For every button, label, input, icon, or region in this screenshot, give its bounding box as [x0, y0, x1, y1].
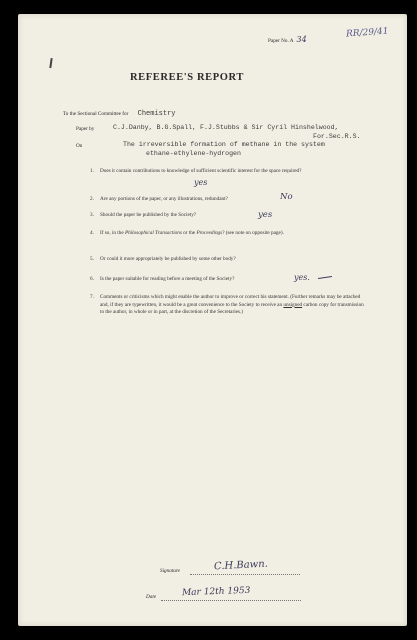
answer-6: yes. — [294, 273, 310, 282]
question-text: Or could it more appropriately be published by some other body? — [100, 256, 236, 262]
question-number: 1. — [90, 168, 94, 174]
date-line — [161, 600, 301, 601]
paper-title-line2: ethane-ethylene-hydrogen — [146, 150, 241, 157]
question-number: 2. — [90, 196, 94, 202]
signature-line — [190, 574, 300, 575]
paper-number-value: 34 — [296, 35, 307, 44]
committee-label: To the Sectional Committee for — [63, 111, 129, 117]
question-text: Are any portions of the paper, or any illustrations, redundant? — [100, 196, 228, 202]
referee-report-sheet — [18, 14, 407, 626]
question-text — [100, 294, 365, 317]
paper-number-label: Paper No. A — [268, 38, 294, 44]
signature-label: Signature — [160, 568, 180, 574]
question-text-part: Comments or criticisms which might enable the author to improve or correct his statement. (Further remarks may be attached and, if they are typewritten, it would be a great convenience to the Society to receive an — [100, 294, 361, 308]
committee-line — [63, 111, 175, 119]
question-text-part: carbon copy for transmission to the author, in whole or in part, at the discretion of the Secretaries.) — [100, 301, 364, 316]
question-4 — [90, 230, 365, 238]
paper-number — [268, 36, 307, 46]
pencil-mark — [49, 58, 52, 68]
answer-1: yes — [194, 178, 208, 187]
question-text-part: or the — [181, 230, 197, 236]
question-7 — [90, 294, 365, 317]
journal-name: Philosophical Transactions — [124, 230, 182, 236]
question-text: Should the paper be published by the Society? — [100, 212, 197, 218]
question-number: 5. — [90, 256, 94, 262]
question-3 — [90, 212, 365, 220]
question-number: 6. — [90, 276, 94, 282]
paper-by-label: Paper by — [76, 126, 95, 132]
question-number: 3. — [90, 212, 94, 218]
paper-title-line1: The irreversible formation of methane in the system — [123, 141, 325, 148]
paper-by-authors-line1: C.J.Danby, B.G.Spall, F.J.Stubbs & Sir Cyril Hinshelwood, — [113, 124, 339, 131]
answer-2: No — [280, 192, 293, 202]
question-5 — [90, 256, 365, 264]
date-label: Date — [146, 594, 157, 600]
question-text-part: ? (see note on opposite page). — [222, 230, 284, 236]
committee-value: Chemistry — [137, 110, 176, 118]
question-text: Is the paper suitable for reading before a meeting of the Society? — [100, 276, 235, 282]
underlined-word: unsigned — [283, 301, 303, 308]
on-label: On — [76, 143, 83, 149]
signature-value: C.H.Bawn. — [213, 558, 269, 573]
paper-by-authors-line2: For.Sec.R.S. — [313, 133, 361, 140]
question-text-part: If so, in the — [100, 230, 125, 236]
page-title: REFEREE'S REPORT — [130, 72, 244, 83]
question-text — [100, 230, 365, 238]
archive-reference: RR/29/41 — [345, 26, 389, 40]
question-2 — [90, 196, 365, 204]
question-1 — [90, 168, 365, 176]
date-value: Mar 12th 1953 — [181, 585, 251, 599]
answer-3: yes — [258, 210, 273, 220]
question-number: 4. — [90, 230, 94, 236]
journal-name: Proceedings — [196, 230, 223, 236]
question-text: Does it contain contributions to knowledge of sufficient scientific interest for the space required? — [100, 168, 302, 174]
question-number: 7. — [90, 294, 94, 300]
